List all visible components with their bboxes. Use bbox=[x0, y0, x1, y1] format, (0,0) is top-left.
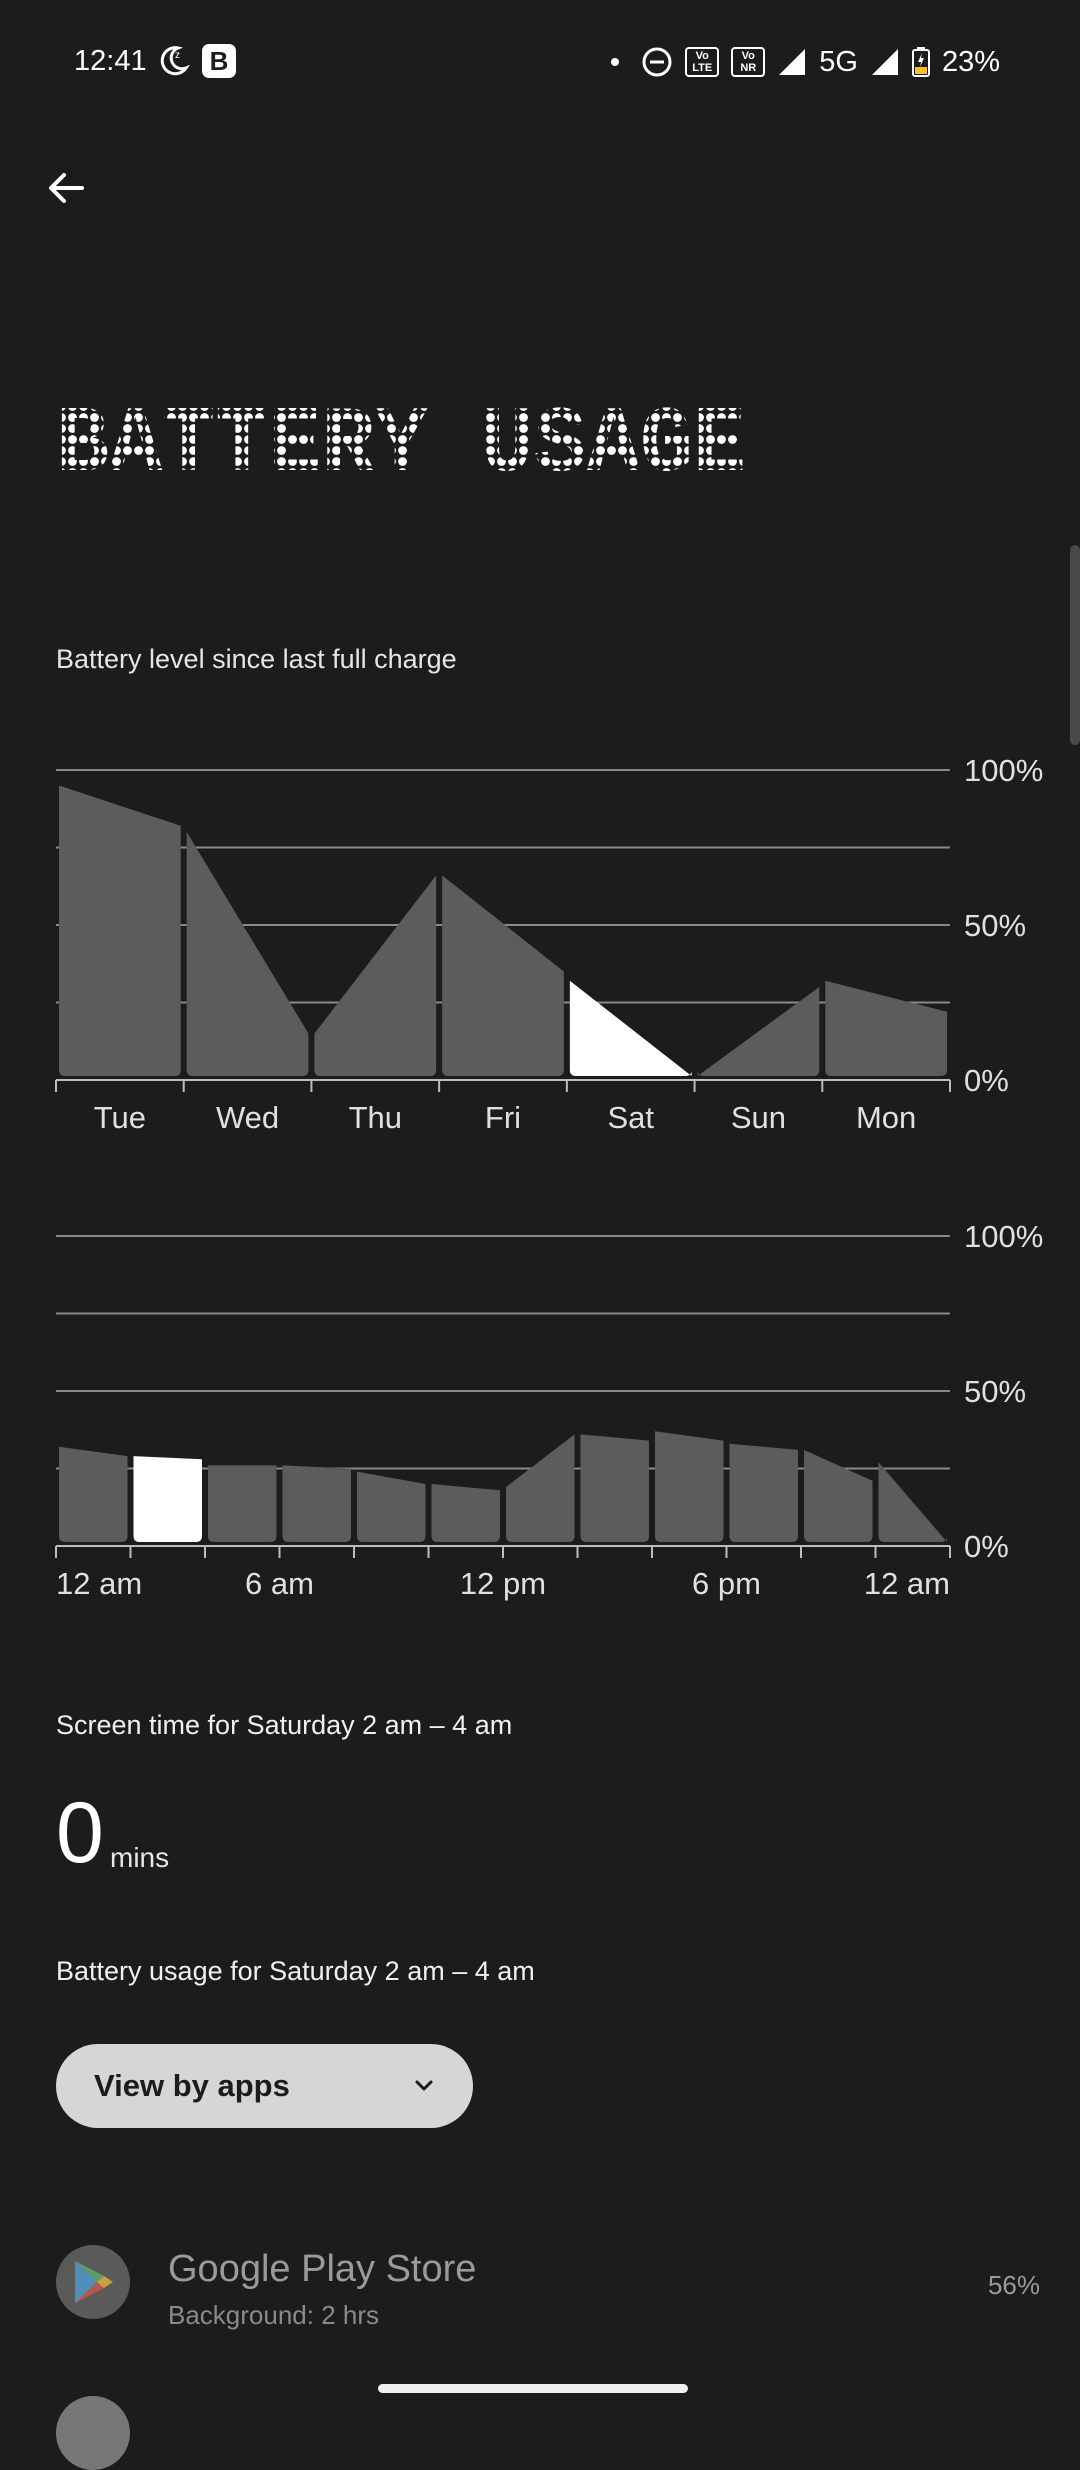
arrow-left-icon bbox=[44, 166, 88, 210]
y-tick-label: 50% bbox=[964, 908, 1027, 943]
x-tick-label: Sat bbox=[607, 1100, 654, 1135]
play-store-icon bbox=[56, 2245, 130, 2319]
dnd-icon bbox=[641, 46, 673, 78]
svg-text:z: z bbox=[175, 50, 180, 61]
signal-icon bbox=[777, 47, 807, 77]
x-tick-label: 12 am bbox=[863, 1566, 950, 1601]
week-bar[interactable] bbox=[187, 832, 309, 1076]
status-icons bbox=[611, 42, 1000, 82]
moon-icon bbox=[158, 44, 190, 78]
page-title bbox=[56, 390, 856, 490]
network-type: 5G bbox=[819, 45, 858, 78]
status-bar bbox=[0, 0, 1080, 126]
battery-week-chart[interactable] bbox=[0, 740, 1080, 1140]
y-tick-label: 100% bbox=[964, 1219, 1044, 1254]
screen-time-unit: mins bbox=[110, 1842, 170, 1873]
x-tick-label: Mon bbox=[855, 1100, 917, 1135]
hour-bar[interactable] bbox=[357, 1472, 426, 1542]
x-tick-label: 12 pm bbox=[459, 1566, 547, 1601]
hour-bar[interactable] bbox=[283, 1465, 352, 1542]
battery-icon bbox=[912, 47, 930, 77]
volte-icon: Vo LTE bbox=[685, 47, 719, 77]
hour-bar[interactable] bbox=[879, 1462, 948, 1542]
bold-b-icon: B bbox=[202, 44, 236, 78]
vonr-icon: Vo NR bbox=[731, 47, 765, 77]
hour-bar[interactable] bbox=[506, 1434, 575, 1542]
app-usage-row[interactable] bbox=[0, 2230, 1080, 2350]
x-tick-label: 12 am bbox=[56, 1566, 143, 1601]
hour-bar[interactable] bbox=[655, 1431, 724, 1542]
x-tick-label: Sun bbox=[730, 1100, 787, 1135]
signal-icon bbox=[870, 47, 900, 77]
y-tick-label: 100% bbox=[964, 753, 1044, 788]
svg-text:BATTERY USAGE: BATTERY USAGE bbox=[56, 393, 746, 490]
battery-day-chart[interactable] bbox=[0, 1206, 1080, 1606]
app-icon bbox=[56, 2396, 130, 2470]
x-tick-label: Tue bbox=[93, 1100, 146, 1135]
x-tick-label: Wed bbox=[215, 1100, 280, 1135]
app-name: Google Play Store bbox=[168, 2248, 477, 2290]
back-button[interactable] bbox=[40, 162, 92, 214]
hour-bar[interactable] bbox=[804, 1450, 873, 1542]
week-bar[interactable] bbox=[570, 981, 692, 1076]
battery-level-subtitle: Battery level since last full charge bbox=[56, 644, 457, 674]
view-by-dropdown[interactable] bbox=[56, 2044, 473, 2128]
hour-bar[interactable] bbox=[208, 1465, 277, 1542]
week-bar[interactable] bbox=[825, 981, 947, 1076]
y-tick-label: 0% bbox=[964, 1063, 1009, 1098]
app-detail: Background: 2 hrs bbox=[168, 2300, 380, 2330]
app-percent: 56% bbox=[987, 2270, 1040, 2300]
hour-bar[interactable] bbox=[59, 1447, 128, 1542]
x-tick-label: 6 am bbox=[245, 1566, 314, 1601]
y-tick-label: 0% bbox=[964, 1529, 1009, 1564]
x-tick-label: Thu bbox=[348, 1100, 402, 1135]
hour-bar[interactable] bbox=[134, 1456, 203, 1542]
week-bar[interactable] bbox=[314, 875, 436, 1076]
x-tick-label: 6 pm bbox=[692, 1566, 761, 1601]
dot-icon bbox=[611, 58, 619, 66]
y-tick-label: 50% bbox=[964, 1374, 1027, 1409]
chevron-down-icon bbox=[411, 2073, 437, 2099]
week-bar[interactable] bbox=[59, 786, 181, 1077]
dropdown-label: View by apps bbox=[94, 2068, 290, 2103]
battery-usage-label: Battery usage for Saturday 2 am – 4 am bbox=[56, 1956, 535, 1986]
screen-time-label: Screen time for Saturday 2 am – 4 am bbox=[56, 1710, 513, 1740]
hour-bar[interactable] bbox=[730, 1444, 799, 1542]
scrollbar[interactable] bbox=[1070, 545, 1080, 745]
status-time: 12:41 bbox=[74, 45, 147, 77]
screen-time-value: 0 bbox=[56, 1785, 104, 1881]
battery-percent: 23% bbox=[941, 45, 1000, 78]
x-tick-label: Fri bbox=[484, 1100, 522, 1135]
week-bar[interactable] bbox=[442, 875, 564, 1076]
hour-bar[interactable] bbox=[432, 1484, 501, 1542]
home-indicator[interactable] bbox=[378, 2384, 688, 2393]
week-bar[interactable] bbox=[698, 987, 820, 1076]
hour-bar[interactable] bbox=[581, 1434, 650, 1542]
